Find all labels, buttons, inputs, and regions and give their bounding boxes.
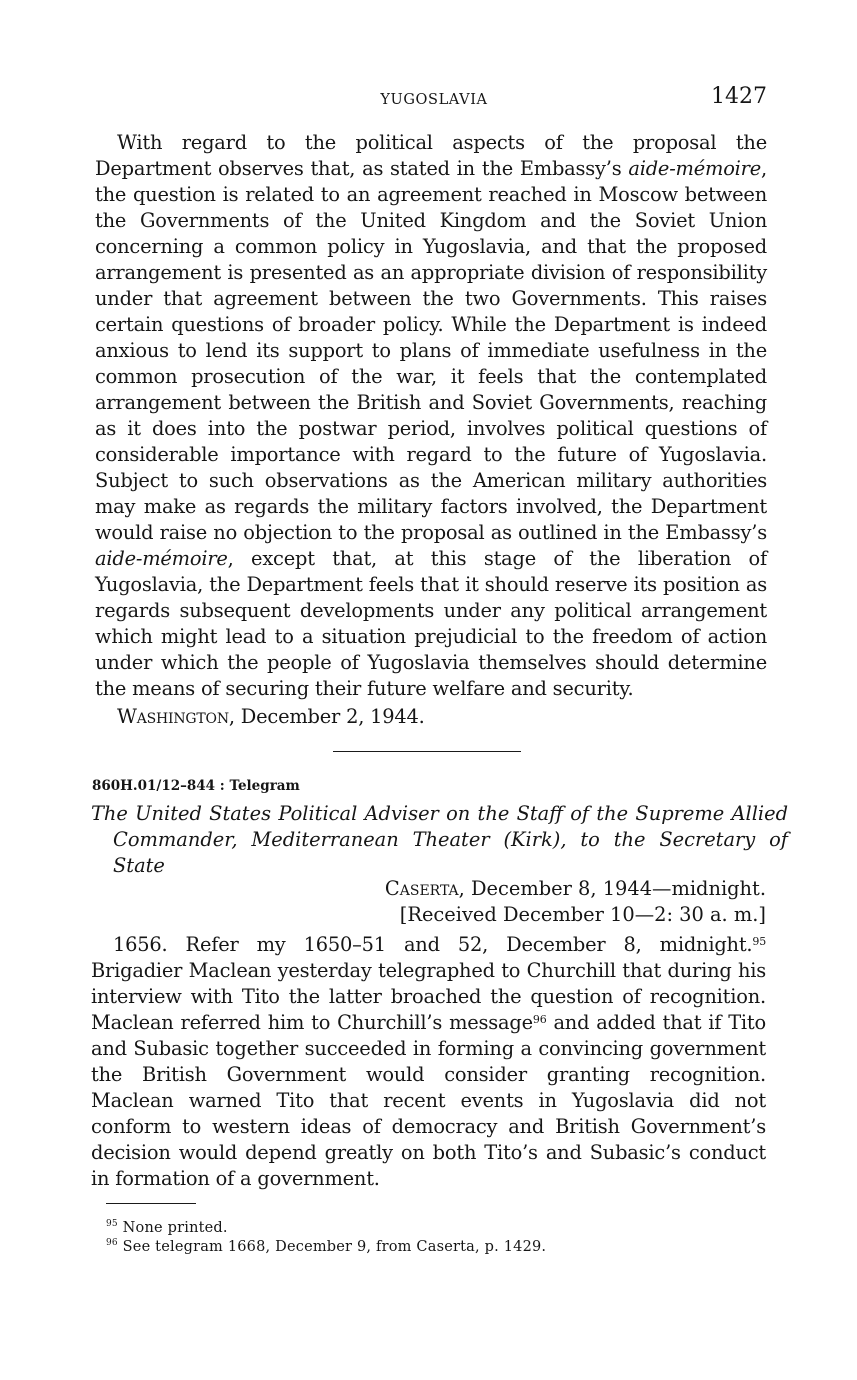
footnote-number: 96 (106, 1238, 118, 1248)
paragraph-2-text-a: 1656. Refer my 1650–51 and 52, December 8, midnight. (113, 933, 753, 956)
running-header (95, 86, 767, 114)
page-number: 1427 (711, 84, 767, 109)
dateline-sent (385, 877, 766, 900)
signoff-date: , December 2, 1944. (228, 705, 425, 728)
footnote-text: See telegram 1668, December 9, from Caserta, p. 1429. (122, 1238, 547, 1255)
file-reference: 860H.01/12–844 : Telegram (92, 778, 300, 794)
paragraph-2-text-b: Brigadier Maclean yesterday telegraphed to Churchill that during his interview with Tito the latter broached the question of recognition. Maclean referred him to Churchill’s message (91, 959, 766, 1034)
signoff-place: Washington (117, 705, 229, 728)
italic-aide-memoire-2: aide-mémoire (95, 547, 228, 570)
document-title-part-1: The United States Political Adviser on the Staff of the Supreme Allied Commander, Mediterranean Theater ( (91, 802, 788, 851)
dateline-received: [Received December 10—2: 30 a. m.] (399, 903, 766, 926)
document-title (91, 801, 788, 879)
body-paragraph-2 (91, 932, 766, 1192)
paragraph-1-text-a: With regard to the political aspects of the proposal the Department observes that, as stated in the Embassy’s (95, 131, 767, 180)
dateline-sent-date: , December 8, 1944—midnight. (458, 877, 766, 900)
document-title-part-2: ), to the Secretary of State (113, 828, 788, 877)
italic-aide-memoire-1: aide-mémoire (628, 157, 762, 180)
signoff-line (117, 704, 789, 730)
running-title: YUGOSLAVIA (380, 92, 488, 108)
footnote-95 (106, 1219, 228, 1236)
paragraph-2-text-c: and added that if Tito and Subasic together succeeded in forming a convincing government the British Government would consider granting recognition. Maclean warned Tito that recent events in Yugoslavia did not conform to western ideas of democracy and British Government’s decision would depend greatly on both Tito’s and Subasic’s conduct in formation of a government. (91, 1011, 766, 1190)
section-divider (333, 751, 521, 752)
document-title-name: Kirk (511, 828, 553, 851)
paragraph-1-text-b: , the question is related to an agreement reached in Moscow between the Governments of the United Kingdom and the Soviet Union concerning a common policy in Yugoslavia, and that the proposed arrangement is presented as an appropriate division of responsibility under that agreement between the two Governments. This raises certain questions of broader policy. While the Department is indeed anxious to lend its support to plans of immediate usefulness in the common prosecution of the war, it feels that the contemplated arrangement between the British and Soviet Governments, reaching as it does into the postwar period, involves political questions of considerable importance with regard to the future of Yugoslavia. Subject to such observations as the American military authorities may make as regards the military factors involved, the Department would raise no objection to the proposal as outlined in the Embassy’s (95, 157, 767, 544)
footnote-ref-95[interactable]: 95 (752, 935, 766, 948)
footnote-text: None printed. (122, 1219, 228, 1236)
footnote-96 (106, 1238, 546, 1255)
paragraph-1-text-c: , except that, at this stage of the liberation of Yugoslavia, the Department feels that it should reserve its position as regards subsequent developments under any political arrangement which might lead to a situation prejudicial to the freedom of action under which the people of Yugoslavia themselves should determine the means of securing their future welfare and security. (95, 547, 767, 700)
dateline-place: Caserta (384, 877, 459, 900)
footnote-number: 95 (106, 1219, 118, 1229)
footnote-rule (106, 1203, 196, 1204)
footnote-ref-96[interactable]: 96 (532, 1013, 547, 1026)
body-paragraph-1 (95, 130, 767, 702)
